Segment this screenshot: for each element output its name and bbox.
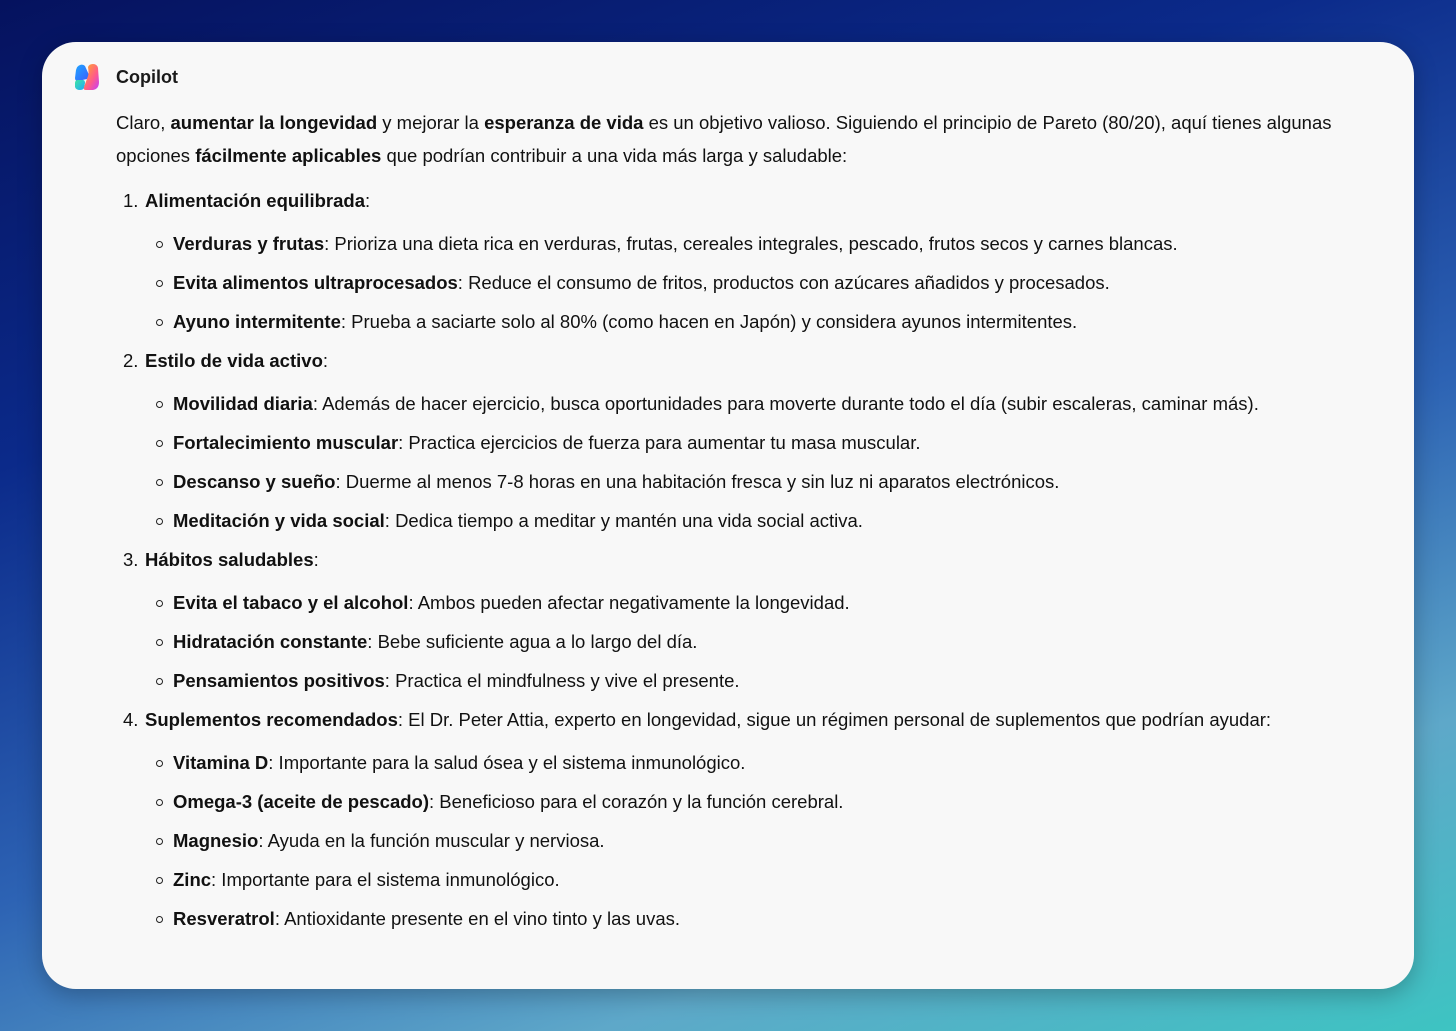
- item-text: : Duerme al menos 7-8 horas en una habitación fresca y sin luz ni aparatos electrónicos.: [335, 471, 1060, 492]
- list-item: [173, 465, 1391, 498]
- list-item: [173, 746, 1391, 779]
- item-text: : Dedica tiempo a meditar y mantén una vida social activa.: [384, 510, 863, 531]
- section-title: Suplementos recomendados: [145, 709, 398, 730]
- section-title: Estilo de vida activo: [145, 350, 323, 371]
- item-title: Resveratrol: [173, 908, 275, 929]
- intro-text: es un objetivo valioso. Siguiendo el principio de Pareto (80/20), aquí tienes algunas opciones: [116, 112, 1332, 166]
- list-item: [173, 426, 1391, 459]
- list-item: [173, 305, 1391, 338]
- item-text: : Prioriza una dieta rica en verduras, frutas, cereales integrales, pescado, frutos secos y carnes blancas.: [324, 233, 1178, 254]
- list-item: [173, 863, 1391, 896]
- item-text: : Practica el mindfulness y vive el presente.: [384, 670, 740, 691]
- message-header: [72, 62, 178, 92]
- section-number: 4.: [123, 709, 139, 730]
- list-item: [173, 824, 1391, 857]
- item-title: Magnesio: [173, 830, 259, 851]
- circle-bullet-icon: [156, 401, 163, 408]
- intro-paragraph: [116, 106, 1391, 172]
- item-text: : Reduce el consumo de fritos, productos con azúcares añadidos y procesados.: [457, 272, 1110, 293]
- circle-bullet-icon: [156, 639, 163, 646]
- circle-bullet-icon: [156, 280, 163, 287]
- sections-list: [116, 184, 1391, 935]
- subitems-list: [145, 387, 1391, 537]
- copilot-logo-icon: [72, 62, 102, 92]
- app-name: Copilot: [116, 66, 178, 87]
- circle-bullet-icon: [156, 760, 163, 767]
- item-text: : Importante para la salud ósea y el sistema inmunológico.: [268, 752, 746, 773]
- section-item: [123, 344, 1391, 537]
- list-item: [173, 266, 1391, 299]
- circle-bullet-icon: [156, 916, 163, 923]
- section-item: [123, 703, 1391, 935]
- item-title: Verduras y frutas: [173, 233, 325, 254]
- item-text: : Ambos pueden afectar negativamente la longevidad.: [408, 592, 850, 613]
- section-title: Hábitos saludables: [145, 549, 314, 570]
- item-title: Omega-3 (aceite de pescado): [173, 791, 430, 812]
- subitems-list: [145, 746, 1391, 935]
- intro-text: Claro,: [116, 112, 171, 133]
- section-item: [123, 543, 1391, 697]
- circle-bullet-icon: [156, 877, 163, 884]
- section-suffix: : El Dr. Peter Attia, experto en longevidad, sigue un régimen personal de suplementos que podrían ayudar:: [397, 709, 1272, 730]
- list-item: [173, 785, 1391, 818]
- section-title: Alimentación equilibrada: [145, 190, 365, 211]
- section-suffix: :: [313, 549, 319, 570]
- section-item: [123, 184, 1391, 338]
- circle-bullet-icon: [156, 479, 163, 486]
- item-title: Evita alimentos ultraprocesados: [173, 272, 458, 293]
- intro-highlight: fácilmente aplicables: [195, 145, 382, 166]
- section-number: 3.: [123, 549, 139, 570]
- item-text: : Importante para el sistema inmunológico.: [211, 869, 560, 890]
- circle-bullet-icon: [156, 319, 163, 326]
- section-number: 2.: [123, 350, 139, 371]
- circle-bullet-icon: [156, 241, 163, 248]
- section-number: 1.: [123, 190, 139, 211]
- circle-bullet-icon: [156, 440, 163, 447]
- item-text: : Además de hacer ejercicio, busca oportunidades para moverte durante todo el día (subir escaleras, caminar más).: [312, 393, 1259, 414]
- item-title: Evita el tabaco y el alcohol: [173, 592, 409, 613]
- item-text: : Antioxidante presente en el vino tinto y las uvas.: [274, 908, 681, 929]
- circle-bullet-icon: [156, 678, 163, 685]
- item-text: : Prueba a saciarte solo al 80% (como hacen en Japón) y considera ayunos intermitentes.: [340, 311, 1078, 332]
- item-text: : Practica ejercicios de fuerza para aumentar tu masa muscular.: [398, 432, 921, 453]
- list-item: [173, 664, 1391, 697]
- list-item: [173, 902, 1391, 935]
- item-title: Descanso y sueño: [173, 471, 336, 492]
- message-content: [116, 106, 1391, 941]
- section-suffix: :: [365, 190, 371, 211]
- item-text: : Beneficioso para el corazón y la función cerebral.: [429, 791, 844, 812]
- message-card: [42, 42, 1414, 989]
- circle-bullet-icon: [156, 600, 163, 607]
- item-text: : Ayuda en la función muscular y nerviosa.: [258, 830, 605, 851]
- item-title: Ayuno intermitente: [173, 311, 341, 332]
- list-item: [173, 586, 1391, 619]
- circle-bullet-icon: [156, 838, 163, 845]
- subitems-list: [145, 227, 1391, 338]
- intro-text: y mejorar la: [377, 112, 485, 133]
- item-title: Pensamientos positivos: [173, 670, 385, 691]
- subitems-list: [145, 586, 1391, 697]
- item-title: Zinc: [173, 869, 212, 890]
- item-title: Hidratación constante: [173, 631, 368, 652]
- item-title: Fortalecimiento muscular: [173, 432, 399, 453]
- circle-bullet-icon: [156, 518, 163, 525]
- intro-highlight: aumentar la longevidad: [170, 112, 378, 133]
- list-item: [173, 227, 1391, 260]
- list-item: [173, 625, 1391, 658]
- list-item: [173, 387, 1391, 420]
- list-item: [173, 504, 1391, 537]
- circle-bullet-icon: [156, 799, 163, 806]
- item-title: Movilidad diaria: [173, 393, 313, 414]
- section-suffix: :: [322, 350, 329, 371]
- item-text: : Bebe suficiente agua a lo largo del día.: [367, 631, 698, 652]
- intro-text: que podrían contribuir a una vida más larga y saludable:: [381, 145, 848, 166]
- intro-highlight: esperanza de vida: [484, 112, 644, 133]
- item-title: Vitamina D: [173, 752, 269, 773]
- item-title: Meditación y vida social: [173, 510, 385, 531]
